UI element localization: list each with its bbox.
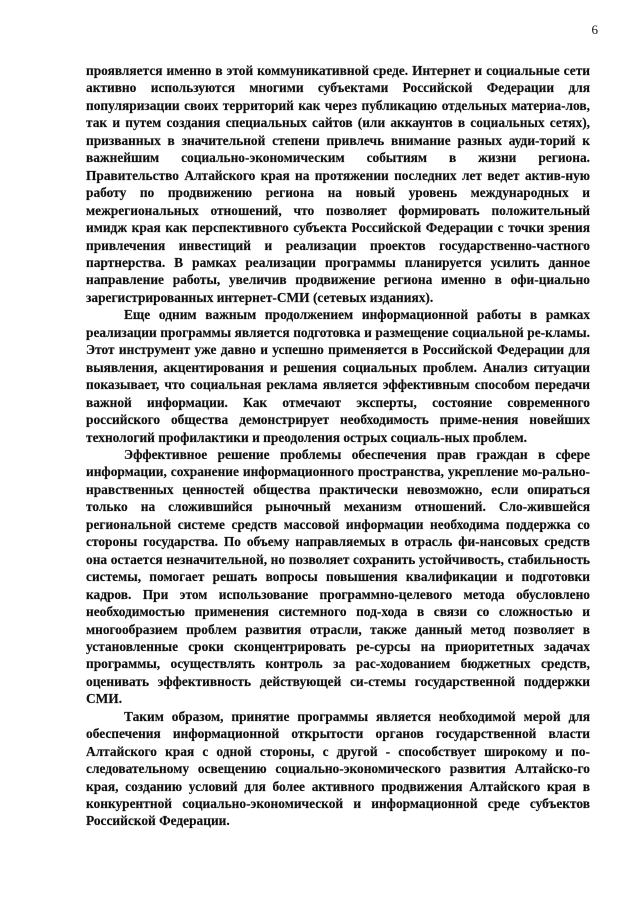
paragraph-social-advertising: Еще одним важным продолжением информационной работы в рамках реализации программы является подготовка и размещение социальной ре-кламы. Этот инструмент уже давно и успешно применяется в Российской Федерации для выявления, акцентирования и решения социальных проблем. Анализ ситуации показывает, что социальная реклама является эффективным способом передачи важной информации. Как отмечают эксперты, состояние современного российского общества демонстрирует необходимость приме-нения новейших технологий профилактики и преодоления острых социаль-ных проблем. (86, 307, 590, 445)
page-number: 6 (591, 22, 598, 37)
paragraph-state-support-media: Эффективное решение проблемы обеспечения прав граждан в сфере информации, сохранение информационного пространства, укрепление мо-рально-нравственных ценностей общества практически невозможно, если опираться только на сложившийся рыночный механизм отношений. Сло-жившейся региональной системе средств массовой информации необходима поддержка со стороны государства. По объему направляемых в отрасль фи-нансовых средств она остается незначительной, но позволяет сохранить устойчивость, стабильность системы, помогает решать вопросы повышения квалификации и подготовки кадров. При этом использование программно-целевого метода обусловлено необходимостью применения системного под-хода в связи со сложностью и многообразием проблем развития отрасли, также данный метод позволяет в установленные сроки сконцентрировать ре-сурсы на приоритетных задачах программы, осуществлять контроль за рас-ходованием бюджетных средств, оценивать эффективность действующей си-стемы государственной поддержки СМИ. (86, 446, 590, 707)
paragraph-conclusion: Таким образом, принятие программы является необходимой мерой для обеспечения информационной открытости органов государственной власти Алтайского края с одной стороны, с другой - способствует широкому и по-следовательному освещению социально-экономического развития Алтайско-го края, созданию условий для более активного продвижения Алтайского края в конкурентной социально-экономической и информационной среде субъектов Российской Федерации. (86, 708, 590, 829)
document-body (86, 62, 590, 830)
paragraph-internet-social-networks: проявляется именно в этой коммуникативной среде. Интернет и социальные сети активно используются многими субъектами Российской Федерации для популяризации своих территорий как через публикацию отдельных материа-лов, так и путем создания специальных сайтов (или аккаунтов в социальных сетях), призванных в значительной степени привлечь внимание разных ауди-торий к важнейшим социально-экономическим событиям в жизни региона. Правительство Алтайского края на протяжении последних лет ведет актив-ную работу по продвижению региона на новый уровень международных и межрегиональных отношений, что позволяет формировать положительный имидж края как перспективного субъекта Российской Федерации с точки зрения привлечения инвестиций и реализации проектов государственно-частного партнерства. В рамках реализации программы планируется усилить данное направление работы, увеличив продвижение региона именно в офи-циально зарегистрированных интернет-СМИ (сетевых изданиях). (86, 63, 590, 305)
